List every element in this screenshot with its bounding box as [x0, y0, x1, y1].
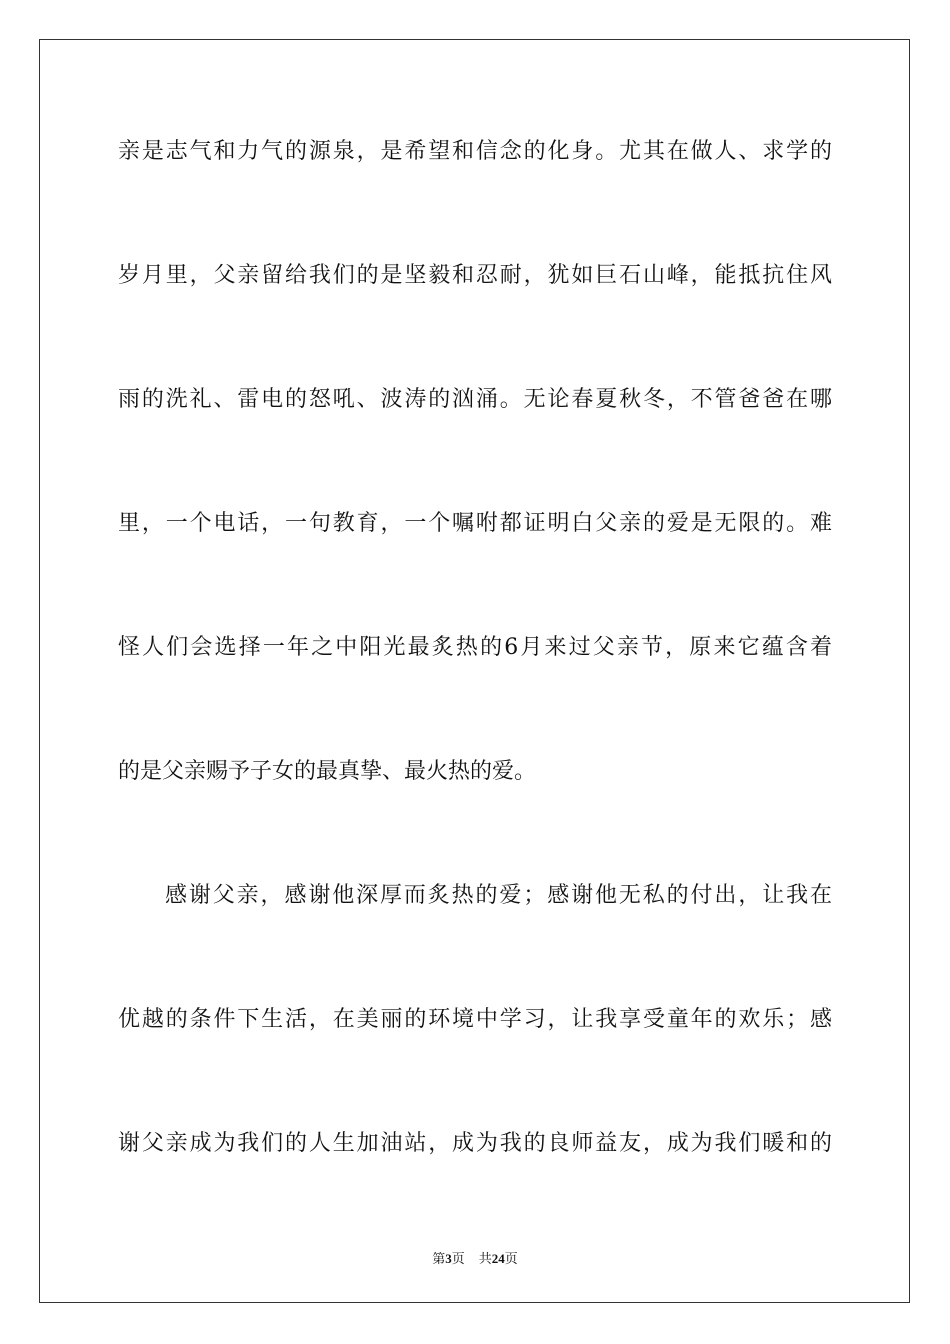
text-line: 怪人们会选择一年之中阳光最炙热的6月来过父亲节，原来它蕴含着: [118, 635, 832, 660]
text-line: 优越的条件下生活，在美丽的环境中学习，让我享受童年的欢乐；感: [118, 1007, 832, 1032]
paragraph-first-line: 感谢父亲，感谢他深厚而炙热的爱；感谢他无私的付出，让我在: [165, 883, 832, 908]
text-line: 谢父亲成为我们的人生加油站，成为我的良师益友，成为我们暖和的: [118, 1131, 832, 1156]
text-line: 岁月里，父亲留给我们的是坚毅和忍耐，犹如巨石山峰，能抵抗住风: [118, 263, 832, 288]
page-prefix: 第: [432, 1252, 446, 1267]
text-line: 的是父亲赐予子女的最真挚、最火热的爱。: [118, 759, 537, 784]
total-pages: 24: [491, 1251, 505, 1266]
document-body: [118, 130, 832, 1246]
page-number: 3: [445, 1251, 452, 1266]
total-prefix: 共: [478, 1252, 492, 1267]
text-line: 亲是志气和力气的源泉，是希望和信念的化身。尤其在做人、求学的: [118, 139, 832, 164]
total-suffix: 页: [504, 1252, 518, 1267]
text-line: 雨的洗礼、雷电的怒吼、波涛的汹涌。无论春夏秋冬，不管爸爸在哪: [118, 387, 832, 412]
text-line: 里，一个电话，一句教育，一个嘱咐都证明白父亲的爱是无限的。难: [118, 511, 832, 536]
page-suffix: 页: [451, 1252, 465, 1267]
page-footer: [0, 1248, 950, 1267]
